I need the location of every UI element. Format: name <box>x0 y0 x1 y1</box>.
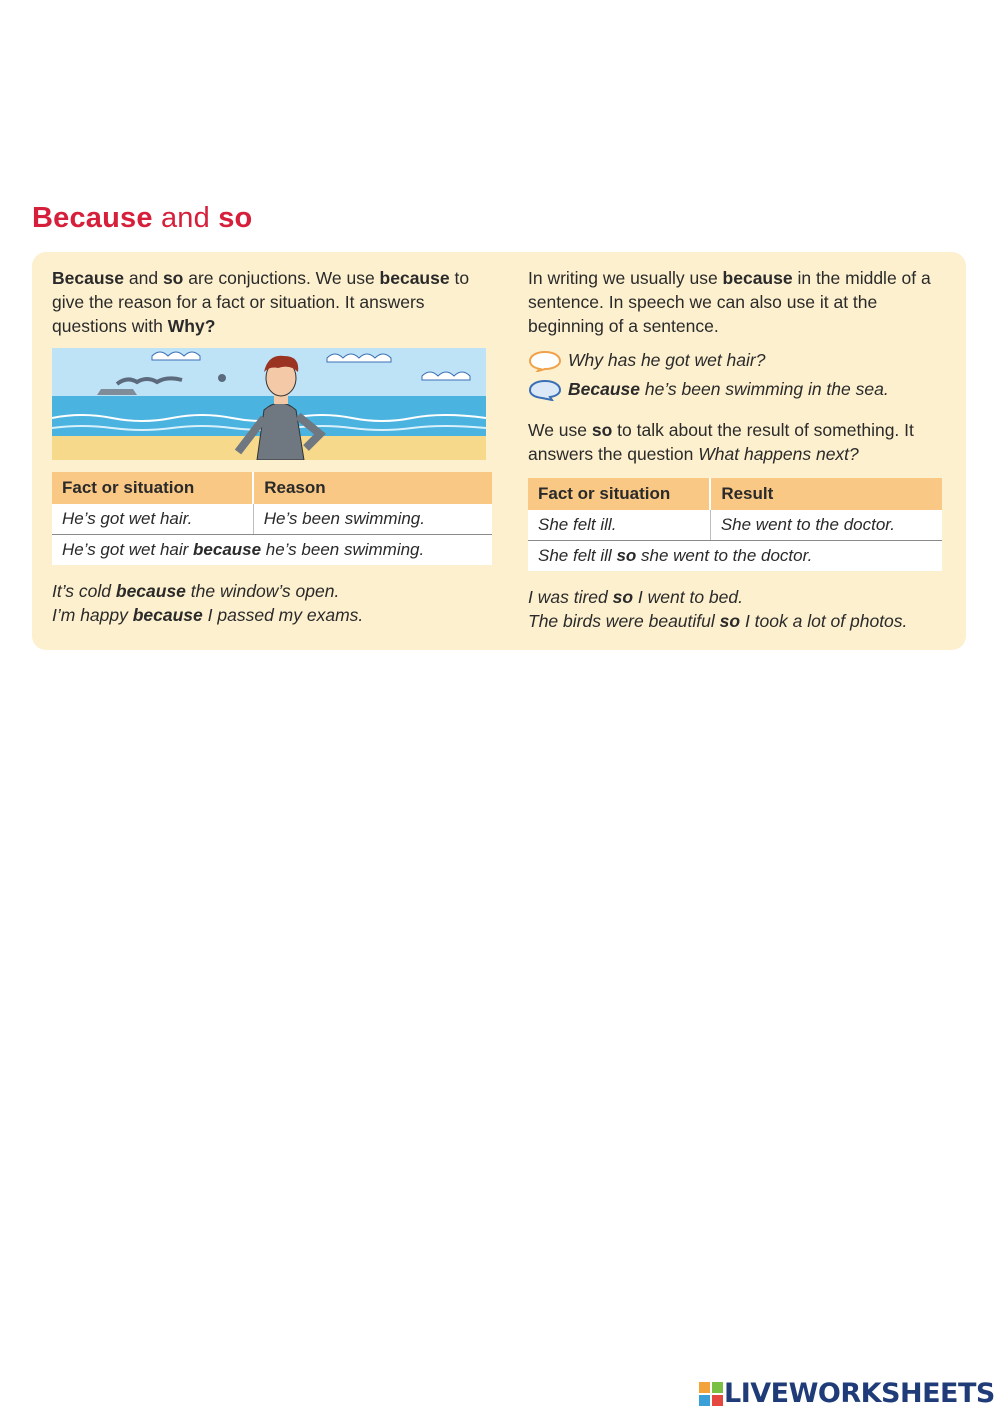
result-table <box>528 478 942 571</box>
text-run: so <box>616 546 637 565</box>
text-run: In writing we usually use <box>528 268 723 288</box>
text-run: It’s cold <box>52 581 116 601</box>
beach-illustration <box>52 348 486 460</box>
dialog-example <box>528 346 946 404</box>
result-table-header-fact: Fact or situation <box>528 478 710 510</box>
reason-table-combined <box>52 535 492 566</box>
dialog-question-text <box>568 350 765 371</box>
result-table-header-result: Result <box>710 478 942 510</box>
reason-table <box>52 472 492 565</box>
text-run: I took a lot of photos. <box>740 611 908 631</box>
text-run: because <box>115 581 186 601</box>
text-run: to talk about the result of something. It answers the question <box>528 420 914 464</box>
because-examples <box>52 579 492 627</box>
so-example-1 <box>528 585 946 609</box>
text-run: I went to bed. <box>633 587 743 607</box>
left-intro <box>52 266 492 338</box>
result-table-combined <box>528 541 942 572</box>
reason-table-cell-reason: He’s been swimming. <box>253 504 492 535</box>
because-example-1 <box>52 579 492 603</box>
text-run: because <box>193 540 262 559</box>
liveworksheets-logo <box>698 1378 995 1409</box>
text-run: so <box>612 587 634 607</box>
text-run: so <box>162 268 184 288</box>
text-run: are conjuctions. We use <box>183 268 380 288</box>
liveworksheets-logo-text: LIVEWORKSHEETS <box>724 1378 995 1409</box>
text-run: He’s got wet hair <box>62 540 194 559</box>
text-run: What happens next? <box>698 444 859 464</box>
text-run: because <box>379 268 450 288</box>
speech-bubble-blue-icon <box>528 379 562 401</box>
speech-bubble-orange-icon <box>528 350 562 372</box>
so-examples <box>528 585 946 633</box>
right-intro <box>528 266 946 338</box>
text-run: Why has he got wet hair? <box>568 350 766 370</box>
reason-table-header-fact: Fact or situation <box>52 472 253 504</box>
title-because: Because <box>32 202 153 234</box>
text-run: I passed my exams. <box>202 605 364 625</box>
text-run: to give the reason for a fact or situation. It answers questions with <box>52 268 470 336</box>
text-run: The birds were beautiful <box>528 611 720 631</box>
text-run: so <box>719 611 741 631</box>
text-run: Because <box>52 268 124 288</box>
text-run: I was tired <box>528 587 613 607</box>
title-and: and <box>152 202 219 234</box>
page-title <box>32 202 252 235</box>
dialog-answer-text <box>568 379 889 400</box>
dialog-answer <box>528 375 946 404</box>
title-so: so <box>218 202 253 234</box>
grammar-panel <box>32 252 966 650</box>
text-run: so <box>591 420 613 440</box>
text-run: in the middle of a sentence. In speech we can also use it at the beginning of a sentence. <box>528 268 931 336</box>
so-intro <box>528 418 946 466</box>
because-example-2 <box>52 603 492 627</box>
text-run: he’s been swimming in the sea. <box>640 379 889 399</box>
text-run: We use <box>528 420 592 440</box>
text-run: because <box>722 268 793 288</box>
text-run: he’s been swimming. <box>261 540 425 559</box>
text-run: because <box>132 605 203 625</box>
text-run: She felt ill <box>538 546 617 565</box>
text-run: I’m happy <box>52 605 133 625</box>
so-example-2 <box>528 609 946 633</box>
text-run: Because <box>568 379 640 399</box>
result-table-cell-result: She went to the doctor. <box>710 510 942 541</box>
liveworksheets-logo-icon <box>698 1381 724 1407</box>
text-run: the window’s open. <box>185 581 340 601</box>
left-column <box>52 266 492 627</box>
text-run: Why? <box>167 316 216 336</box>
dialog-question <box>528 346 946 375</box>
reason-table-cell-fact: He’s got wet hair. <box>52 504 253 535</box>
text-run: and <box>124 268 163 288</box>
right-column <box>528 266 946 633</box>
reason-table-header-reason: Reason <box>253 472 492 504</box>
result-table-cell-fact: She felt ill. <box>528 510 710 541</box>
text-run: she went to the doctor. <box>636 546 813 565</box>
